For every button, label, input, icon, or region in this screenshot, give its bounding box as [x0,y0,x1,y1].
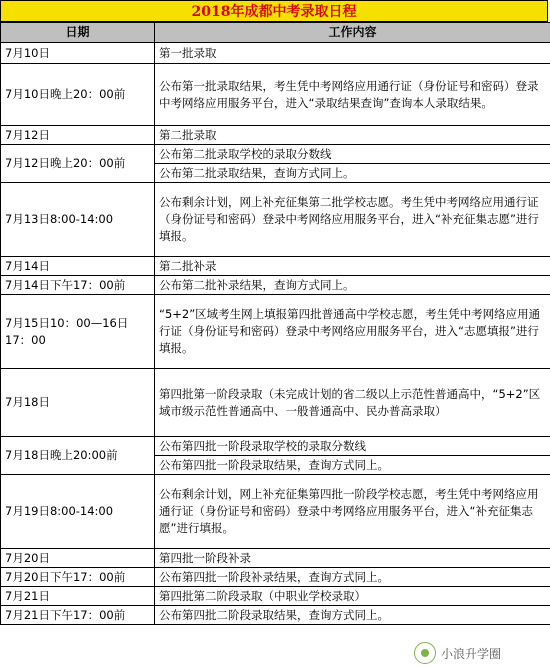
table-row [1,475,550,549]
row-date: 7月10日晚上20：00前 [1,64,155,126]
row-content: 公布剩余计划，网上补充征集第二批学校志愿。考生凭中考网络应用通行证（身份证号和密码）登录中考网络应用服务平台，进入“补充征集志愿”进行填报。 [155,183,550,257]
row-date: 7月13日8:00-14:00 [1,183,155,257]
row-date: 7月20日 [1,549,155,568]
row-content: 公布第二批补录结果，查询方式同上。 [155,276,550,295]
table-row [1,276,550,295]
table-row [1,369,550,437]
row-content: 公布第四批二阶段录取结果，查询方式同上。 [155,606,550,625]
table-row [1,587,550,606]
row-date: 7月19日8:00-14:00 [1,475,155,549]
row-content: 第二批录取 [155,126,550,145]
table-row [1,43,550,64]
row-content: 公布剩余计划，网上补充征集第四批一阶段学校志愿，考生凭中考网络应用通行证（身份证号和密码）登录中考网络应用服务平台，进入“补充征集志愿”进行填报。 [155,475,550,549]
row-date: 7月18日晚上20:00前 [1,437,155,475]
watermark-text: 小浪升学圈 [441,646,502,661]
row-date: 7月20日下午17：00前 [1,568,155,587]
row-date: 7月12日晚上20：00前 [1,145,155,183]
row-date: 7月18日 [1,369,155,437]
row-content: 第四批第二阶段录取（中职业学校录取） [155,587,550,606]
table-row [1,257,550,276]
row-content: 第二批补录 [155,257,550,276]
table-row [1,145,550,164]
row-content: 公布第四批一阶段补录结果，查询方式同上。 [155,568,550,587]
row-content: 第四批一阶段补录 [155,549,550,568]
row-date: 7月21日下午17：00前 [1,606,155,625]
table-row [1,295,550,369]
row-content: 第一批录取 [155,43,550,64]
table-header-row [1,23,550,43]
header-content: 工作内容 [155,23,550,43]
schedule-table [0,22,550,625]
row-content: 公布第一批录取结果，考生凭中考网络应用通行证（身份证号和密码）登录中考网络应用服务平台，进入“录取结果查询”查询本人录取结果。 [155,64,550,126]
row-date: 7月12日 [1,126,155,145]
table-row [1,183,550,257]
row-date: 7月14日 [1,257,155,276]
schedule-title: 2018年成都中考录取日程 [0,0,548,22]
table-row [1,568,550,587]
header-date: 日期 [1,23,155,43]
row-date: 7月15日10：00—16日17：00 [1,295,155,369]
row-content: 公布第四批一阶段录取结果，查询方式同上。 [155,456,550,475]
row-content: “5+2”区域考生网上填报第四批普通高中学校志愿，考生凭中考网络应用通行证（身份证号和密码）登录中考网络应用服务平台，进入“志愿填报”进行填报。 [155,295,550,369]
table-row [1,64,550,126]
row-date: 7月21日 [1,587,155,606]
watermark [414,641,544,665]
row-date: 7月10日 [1,43,155,64]
row-content: 公布第二批录取学校的录取分数线 [155,145,550,164]
table-row [1,549,550,568]
row-content: 公布第四批一阶段录取学校的录取分数线 [155,437,550,456]
brand-logo-icon [414,642,436,664]
row-content: 第四批第一阶段录取（未完成计划的省二级以上示范性普通高中，“5+2”区域市级示范性普通高中、一般普通高中、民办普高录取） [155,369,550,437]
row-content: 公布第二批录取结果，查询方式同上。 [155,164,550,183]
table-row [1,437,550,456]
table-row [1,126,550,145]
row-date: 7月14日下午17：00前 [1,276,155,295]
table-row [1,606,550,625]
